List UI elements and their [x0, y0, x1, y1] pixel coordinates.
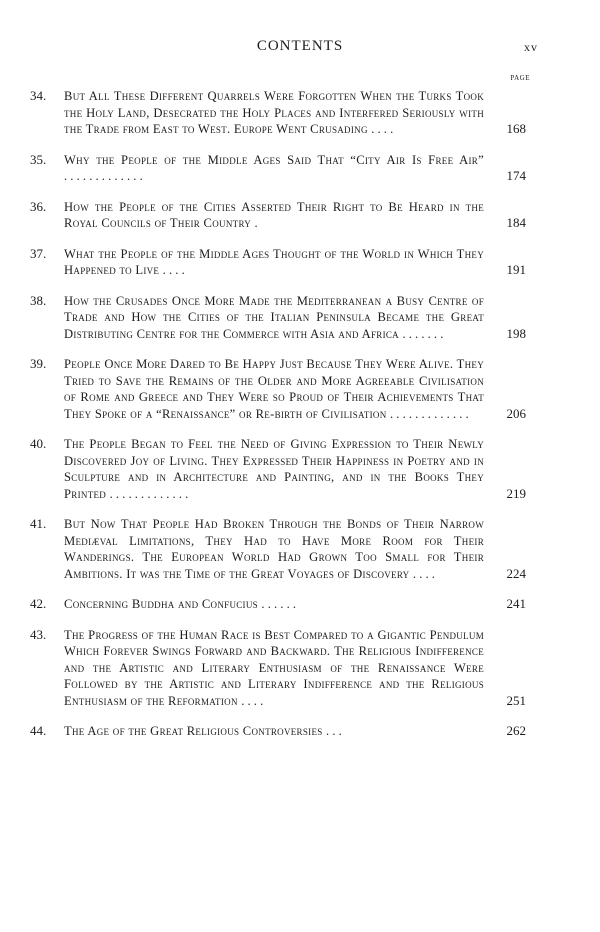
entry-title: [64, 246, 484, 279]
contents-entry: [30, 723, 526, 740]
entry-page-number: 224: [506, 565, 526, 581]
entry-number: 40.: [30, 436, 47, 451]
entry-page-number: 174: [506, 168, 526, 183]
running-title: CONTENTS: [256, 38, 344, 54]
entry-page-number: 219: [506, 485, 526, 501]
entry-title-text: The Age of the Great Religious Controversies: [64, 724, 323, 738]
contents-entry: [30, 627, 526, 710]
entry-page-number: 198: [506, 325, 526, 341]
entry-body: [64, 516, 484, 582]
entry-title: [64, 293, 484, 343]
contents-entry: [30, 88, 526, 138]
entry-page-number: 262: [506, 723, 526, 738]
entry-title: [64, 596, 484, 613]
entry-number: 36.: [30, 198, 47, 214]
leader-dots: . . . .: [241, 693, 264, 708]
entry-title-text: What the People of the Middle Ages Thought of the World in Which They Happened to Live: [64, 246, 484, 277]
contents-entry: [30, 516, 526, 582]
entry-body: [64, 627, 484, 710]
leader-dots: . . .: [326, 724, 342, 738]
entry-number: 43.: [30, 626, 47, 642]
entry-page-number: 241: [506, 596, 526, 611]
contents-entry: [30, 293, 526, 343]
entry-title-text: How the Crusades Once More Made the Mediterranean a Busy Centre of Trade and How the Cities of the Italian Peninsula Became the Great Distributing Centre for the Commerce with Asia and Africa: [64, 293, 484, 341]
entry-number: 41.: [30, 516, 47, 531]
entry-body: [64, 88, 484, 138]
leader-dots: . . . . . .: [261, 597, 297, 611]
entry-page-number: 168: [506, 121, 526, 136]
page-column-label: PAGE: [510, 74, 530, 82]
entry-number: 35.: [30, 151, 47, 167]
entry-body: [64, 152, 484, 185]
entry-title: [64, 627, 484, 710]
entry-body: [64, 199, 484, 232]
entry-body: [64, 246, 484, 279]
entry-title-text: Why the People of the Middle Ages Said That “City Air Is Free Air”: [64, 152, 484, 167]
entry-number: 39.: [30, 356, 47, 371]
leader-dots: . . . .: [162, 263, 185, 277]
entry-title: [64, 723, 484, 740]
entry-title-text: But All These Different Quarrels Were Forgotten When the Turks Took the Holy Land, Desecrated the Holy Places and Interfered Seriously with the Trade from East to West. Europe Went Crusading: [64, 89, 484, 136]
entry-page-number: 251: [506, 692, 526, 708]
entry-page-number: 191: [506, 262, 526, 277]
entry-body: [64, 356, 484, 422]
entry-title: [64, 436, 484, 502]
contents-entry: [30, 152, 526, 185]
entry-title: [64, 356, 484, 422]
leader-dots: . . . . . . . . . . . . .: [64, 169, 143, 183]
entry-title: [64, 88, 484, 138]
entry-number: 34.: [30, 88, 47, 103]
contents-entry: [30, 246, 526, 279]
entry-title-text: How the People of the Cities Asserted Their Right to Be Heard in the Royal Councils of Their Country: [64, 199, 484, 230]
contents-entry: [30, 596, 526, 613]
entry-number: 44.: [30, 723, 47, 738]
entry-title-text: But Now That People Had Broken Through the Bonds of Their Narrow Mediæval Limitations, They Had to Have More Room for Their Wanderings. The European World Had Grown Too Small for Their Ambitions. It was the Time of the Great Voyages of Discovery: [64, 517, 484, 581]
entry-number: 37.: [30, 245, 47, 261]
entry-title: [64, 516, 484, 582]
leader-dots: . . . . . . .: [402, 326, 444, 341]
entry-title-text: People Once More Dared to Be Happy Just Because They Were Alive. They Tried to Save the Remains of the Older and More Agreeable Civilisation of Rome and Greece and They Were so Proud of Their Achievements That They Spoke of a “Renaissance” or Re-birth of Civilisation: [64, 357, 484, 421]
entry-page-number: 206: [506, 405, 526, 421]
entry-title: [64, 152, 484, 185]
entry-title: [64, 199, 484, 232]
entry-number: 42.: [30, 596, 47, 611]
leader-dots: . . . .: [412, 566, 435, 581]
page-number: xv: [524, 40, 538, 54]
entry-body: [64, 596, 484, 613]
entry-body: [64, 723, 484, 740]
entry-page-number: 184: [506, 215, 526, 230]
leader-dots: . . . . . . . . . . . . .: [389, 406, 469, 421]
entry-number: 38.: [30, 292, 47, 308]
entry-body: [64, 436, 484, 502]
leader-dots: . . . .: [371, 122, 394, 136]
contents-entry: [30, 356, 526, 422]
leader-dots: .: [254, 216, 258, 230]
entry-body: [64, 293, 484, 343]
contents-entry: [30, 436, 526, 502]
contents-list: [30, 88, 526, 740]
entry-title-text: The Progress of the Human Race is Best Compared to a Gigantic Pendulum Which Forever Swings Forward and Backward. The Religious Indifference and the Artistic and Literary Enthusiasm of the Renaissance Were Followed by the Artistic and Literary Indifference and the Religious Enthusiasm of the Reformation: [64, 627, 484, 708]
entry-title-text: Concerning Buddha and Confucius: [64, 597, 258, 611]
contents-entry: [30, 199, 526, 232]
leader-dots: . . . . . . . . . . . . .: [109, 486, 189, 501]
entry-title-text: The People Began to Feel the Need of Giving Expression to Their Newly Discovered Joy of Living. They Expressed Their Happiness in Poetry and in Sculpture and in Architecture and Painting, and in the Books They Printed: [64, 437, 484, 501]
